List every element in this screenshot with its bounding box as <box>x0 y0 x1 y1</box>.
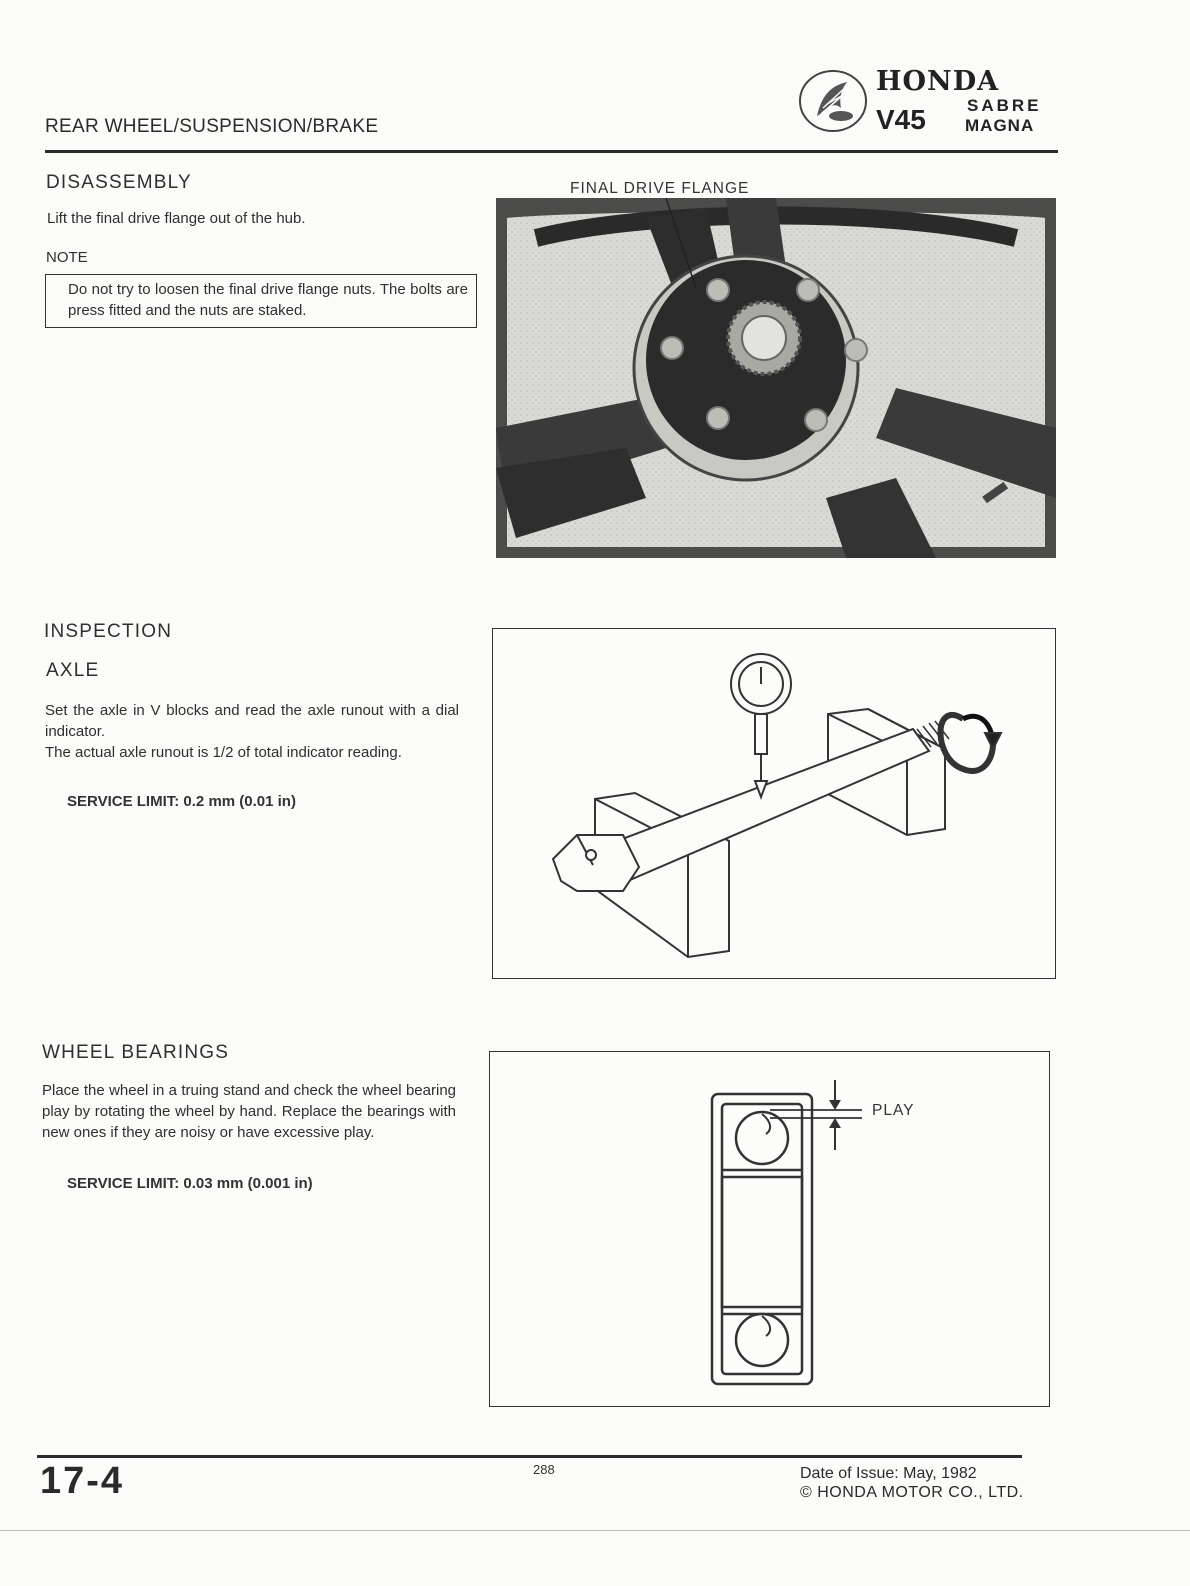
wheel-bearings-heading: WHEEL BEARINGS <box>42 1042 230 1063</box>
axle-heading: AXLE <box>46 660 100 681</box>
disassembly-heading: DISASSEMBLY <box>46 172 192 193</box>
inspection-heading: INSPECTION <box>44 621 173 642</box>
scan-edge-line <box>0 1530 1190 1531</box>
copyright: © HONDA MOTOR CO., LTD. <box>800 1484 1024 1501</box>
final-drive-flange-photo <box>496 198 1056 558</box>
axle-limit-label: SERVICE LIMIT: <box>67 793 180 810</box>
honda-wing-logo <box>797 68 869 134</box>
bearing-service-limit <box>67 1175 313 1192</box>
page-code: 17-4 <box>40 1460 125 1502</box>
brand-name: HONDA <box>876 66 1000 97</box>
axle-limit-value: 0.2 mm (0.01 in) <box>183 793 296 810</box>
bearing-limit-value: 0.03 mm (0.001 in) <box>183 1175 313 1192</box>
note-text: Do not try to loosen the final drive flange nuts. The bolts are press fitted and the nuts are staked. <box>68 281 468 319</box>
bearing-play-figure <box>489 1051 1050 1407</box>
axle-text-2: The actual axle runout is 1/2 of total indicator reading. <box>45 744 402 761</box>
bearing-section-diagram <box>490 1052 1049 1406</box>
header-rule <box>45 150 1058 153</box>
variant-sabre: SABRE <box>967 96 1042 115</box>
disassembly-text: Lift the final drive flange out of the hub. <box>47 210 306 227</box>
axle-runout-diagram <box>493 629 1055 978</box>
section-title: REAR WHEEL/SUSPENSION/BRAKE <box>45 116 379 137</box>
note-label: NOTE <box>46 249 88 266</box>
model-name: V45 <box>876 104 926 135</box>
note-box <box>45 274 477 328</box>
axle-runout-figure <box>492 628 1056 979</box>
axle-text-1: Set the axle in V blocks and read the axle runout with a dial indicator. <box>45 702 459 740</box>
wheel-bearings-text: Place the wheel in a truing stand and check the wheel bearing play by rotating the wheel by hand. Replace the bearings with new ones if they are noisy or have excessive play. <box>42 1082 456 1141</box>
play-label: PLAY <box>872 1102 915 1119</box>
variant-magna: MAGNA <box>965 116 1035 135</box>
page-number: 288 <box>533 1462 555 1477</box>
bearing-limit-label: SERVICE LIMIT: <box>67 1175 180 1192</box>
axle-service-limit <box>67 793 296 810</box>
final-drive-flange-label: FINAL DRIVE FLANGE <box>570 180 750 197</box>
issue-date: Date of Issue: May, 1982 <box>800 1465 977 1482</box>
footer-rule <box>37 1455 1022 1458</box>
